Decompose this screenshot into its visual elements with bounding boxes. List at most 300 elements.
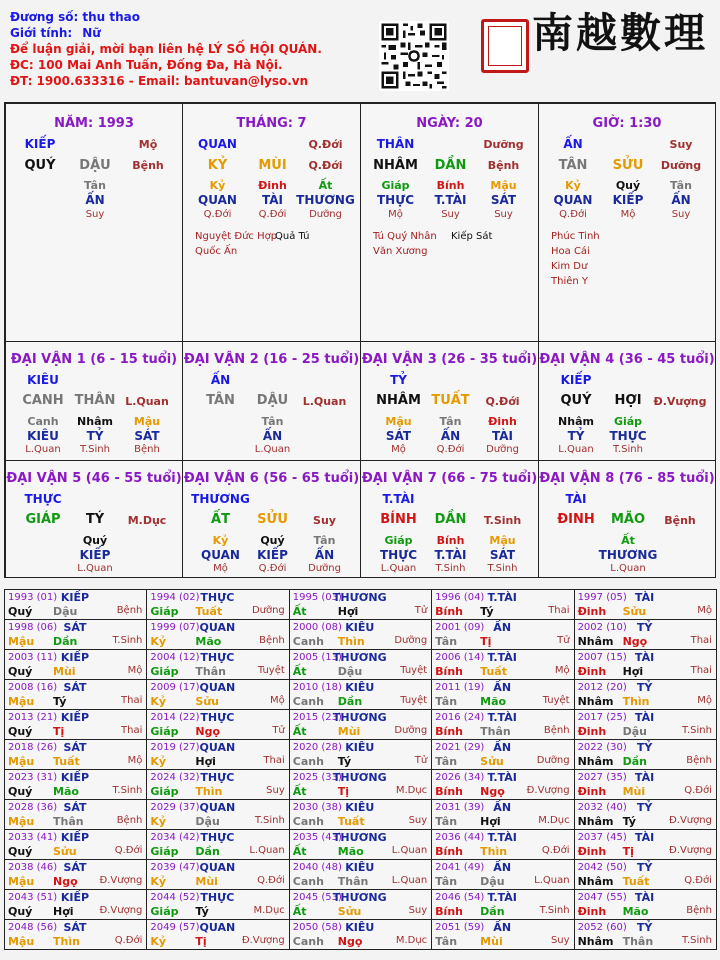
hidden-stem: Quý [615,179,641,192]
pillar-branch-stage: Dưỡng [660,159,702,172]
luck-period-god: TỶ [390,373,407,387]
year-cell [5,620,147,650]
year-branch: Ngọ [337,935,363,948]
luck-hidden-stage: L.Quan [25,444,61,455]
year-ten-god: THỰC [200,771,235,784]
year-branch: Tuất [480,665,507,678]
year-table-row [5,860,717,890]
address-line: ĐC: 100 Mai Anh Tuấn, Đống Đa, Hà Nội. [10,58,283,72]
luck-hidden-god: T.TÀI [434,548,467,562]
luck-hidden-stem: Quý [82,534,108,547]
year-branch: Mão [622,905,649,918]
special-star-left: Nguyệt Đức Hợp [195,231,278,242]
year-ten-god: SÁT [63,621,87,634]
year-stem: Canh [292,635,324,648]
year-cell [289,830,431,860]
year-stage: Tuyệt [400,665,428,676]
year-cell-content [147,830,288,859]
year-cell [147,590,289,620]
year-branch: Hợi [53,905,74,918]
luck-hidden-stage: T.Sinh [487,563,518,574]
year-stage: M.Dục [395,935,428,946]
pillars-and-luck-grid [4,102,716,578]
year-ten-god: KIÊU [345,921,375,934]
year-cell-content [290,650,431,679]
year-branch: Mùi [53,665,76,678]
year-ten-god: T.TÀI [487,711,517,724]
year-branch: Dần [53,635,78,648]
year-label: 2046 (54) [435,892,485,903]
year-stage: Q.Đới [684,875,712,886]
year-cell [574,830,716,860]
year-stage: M.Dục [395,785,428,796]
pillar-earthly-branch: DẬU [79,158,111,173]
hidden-stem: Ất [318,179,333,192]
year-ten-god: THỰC [200,891,235,904]
year-ten-god: THỰC [200,651,235,664]
year-stem: Tân [435,755,458,768]
year-ten-god: ẤN [493,681,512,694]
luck-hidden-stem: Quý [260,534,285,547]
year-branch: Ngọ [480,785,505,798]
year-cell [432,590,574,620]
luck-hidden-god: SÁT [134,429,160,443]
year-stem: Bính [435,665,463,678]
luck-hidden-stem: Tân [439,415,462,428]
year-label: 1996 (04) [435,592,485,603]
year-stage: Đ.Vượng [526,785,570,796]
year-branch: Hợi [622,665,644,678]
year-cell [574,770,716,800]
gender-line [10,25,370,41]
year-branch: Tị [622,845,634,858]
year-cell [432,800,574,830]
luck-hidden-stage: T.Sinh [435,563,466,574]
luck-period-branch: TÝ [85,512,105,527]
year-cell [289,740,431,770]
year-stem: Canh [292,695,324,708]
year-cell [5,920,147,950]
year-stem: Nhâm [577,635,614,648]
year-stage: Q.Đới [257,875,285,886]
year-branch: Dậu [480,875,505,888]
year-cell [147,650,289,680]
year-branch: Ngọ [622,635,648,648]
luck-period-stem: BÍNH [380,512,417,527]
year-branch: Tuất [622,875,650,888]
year-ten-god: QUAN [199,741,236,754]
luck-period-title: ĐẠI VẬN 8 (76 - 85 tuổi) [539,471,715,486]
year-branch: Mùi [337,725,361,738]
luck-hidden-stem: Mậu [133,415,161,428]
year-stage: Dưỡng [394,635,428,646]
pillar-branch-stage: Q.Đới [308,159,343,172]
year-branch: Thìn [480,845,508,858]
year-cell-content [432,830,573,859]
year-cell-content [5,920,146,949]
year-cell-content [147,800,288,829]
pillar-can-god: KIẾP [24,137,56,151]
hidden-stem: Tân [84,179,106,192]
year-stem: Giáp [150,785,179,798]
year-cell-content [147,920,288,949]
year-label: 2002 (10) [577,622,627,633]
luck-period-stage: T.Sinh [483,514,522,527]
year-cell [147,920,289,950]
year-cell [574,890,716,920]
pillar-title: GIỜ: 1:30 [592,116,662,131]
year-ten-god: THƯƠNG [332,891,387,904]
year-stem: Ất [292,845,307,858]
year-stem: Bính [435,725,463,738]
luck-hidden-stage: L.Quan [77,563,113,574]
year-stem: Tân [435,815,458,828]
year-branch: Hợi [480,815,501,828]
year-branch: Thân [622,935,654,948]
luck-hidden-stem: Bính [436,534,465,547]
year-stage: L.Quan [391,845,428,856]
luck-hidden-god: ẤN [440,429,461,443]
year-ten-god: THƯƠNG [332,711,387,724]
luck-hidden-stage: L.Quan [254,444,291,455]
hidden-stem-stage: Suy [494,209,513,220]
luck-hidden-god: TÀI [491,429,514,443]
year-cell [5,590,147,620]
luck-hidden-god: KIẾP [257,548,288,562]
year-cell-content [5,770,146,799]
year-cell [432,740,574,770]
year-label: 2000 (08) [292,622,342,633]
luck-hidden-stage: Dưỡng [486,444,519,455]
year-stage: M.Dục [253,905,285,916]
year-label: 2014 (22) [150,712,200,723]
year-cell-content [290,890,431,919]
luck-hidden-god: THỰC [609,429,647,443]
luck-period-stem: TÂN [206,393,235,408]
year-branch: Dậu [195,815,220,828]
year-cell-content [5,860,146,889]
year-cell [289,920,431,950]
yearly-luck-table [4,589,717,950]
year-stem: Canh [292,755,324,768]
hidden-stem-stage: Q.Đới [203,209,232,220]
year-ten-god: TÀI [634,831,655,844]
year-ten-god: KIẾP [60,591,90,604]
owner-label: Đương số: [10,10,79,24]
year-cell [432,890,574,920]
year-stage: Đ.Vượng [99,905,143,916]
year-cell-content [5,740,146,769]
year-cell [5,860,147,890]
year-branch: Dậu [337,665,363,678]
owner-value: thu thao [82,10,140,24]
year-stem: Ất [292,605,307,618]
year-branch: Thân [53,815,84,828]
year-ten-god: ẤN [493,801,512,814]
year-stem: Ất [292,905,307,918]
year-ten-god: TỶ [636,621,653,634]
year-stage: Tuyệt [542,695,570,706]
year-stage: Mộ [697,605,712,616]
year-cell [147,740,289,770]
year-stage: Bệnh [116,815,143,826]
luck-period-title: ĐẠI VẬN 6 (56 - 65 tuổi) [183,471,360,486]
pillar-cell [360,103,539,342]
year-cell-content [5,650,146,679]
hidden-stem: Mậu [490,179,517,192]
luck-period-stage: Đ.Vượng [653,395,707,408]
year-ten-god: ẤN [493,741,512,754]
year-stem: Ất [292,725,307,738]
year-stem: Kỷ [150,635,167,648]
year-stage: L.Quan [249,845,285,856]
luck-period-stem: CANH [22,393,64,408]
year-cell-content [575,590,716,619]
year-cell [432,680,574,710]
pillar-cell [538,103,716,342]
year-cell [574,920,716,950]
year-cell-content [575,860,716,889]
year-cell [147,680,289,710]
year-stem: Mậu [8,695,35,708]
year-cell [5,770,147,800]
year-cell-content [432,920,573,949]
year-branch: Hợi [337,605,359,618]
luck-hidden-god: THƯƠNG [598,548,658,562]
year-label: 1995 (03) [292,592,342,603]
year-label: 2028 (36) [8,802,58,813]
year-ten-god: KIÊU [345,801,375,814]
hidden-stem-stage: Dưỡng [309,209,342,220]
year-cell [5,710,147,740]
luck-period-stem: NHÂM [376,393,421,408]
year-ten-god: SÁT [63,741,87,754]
luck-hidden-stem: Nhâm [77,415,113,428]
year-stem: Đinh [577,905,607,918]
year-ten-god: KIẾP [60,711,90,724]
year-ten-god: QUAN [199,621,236,634]
luck-period-branch: DẦN [434,512,467,527]
luck-hidden-god: SÁT [385,429,412,443]
year-cell [147,710,289,740]
luck-hidden-stage: L.Quan [380,563,417,574]
year-cell-content [147,620,288,649]
year-cell-content [432,770,573,799]
header-info [10,9,370,89]
gender-label: Giới tính: [10,26,73,40]
year-cell-content [575,710,716,739]
year-stem: Nhâm [577,935,614,948]
year-branch: Dần [480,905,505,918]
hidden-stem: Giáp [381,179,410,192]
luck-hidden-god: KIÊU [27,429,59,443]
year-stage: Thai [690,665,712,676]
pillar-heavenly-stem: NHÂM [373,158,418,173]
year-stem: Bính [435,785,463,798]
luck-hidden-stage: L.Quan [558,444,594,455]
year-label: 2010 (18) [292,682,342,693]
year-branch: Ngọ [195,725,221,738]
year-cell-content [575,890,716,919]
year-cell-content [575,770,716,799]
special-star-left: Kim Dư [551,261,588,272]
year-stage: M.Dục [538,815,570,826]
luck-period-cell [5,341,183,461]
year-branch: Sửu [622,605,647,618]
year-cell [432,860,574,890]
year-stage: Bệnh [686,755,712,766]
year-stage: Suy [550,935,570,946]
year-label: 2021 (29) [435,742,485,753]
year-ten-god: SÁT [63,681,87,694]
pillar-heavenly-stem: QUÝ [24,158,56,173]
year-cell-content [147,590,288,619]
year-cell-content [575,920,716,949]
year-label: 2036 (44) [435,832,485,843]
luck-period-stage: Suy [313,514,336,527]
year-cell [5,800,147,830]
year-cell-content [432,620,573,649]
special-star-left: Hoa Cái [551,246,590,257]
luck-period-god: KIÊU [27,373,59,387]
year-branch: Tý [337,755,352,768]
year-cell-content [575,680,716,709]
hidden-stem-god: SÁT [490,193,517,207]
year-stem: Đinh [577,845,607,858]
year-stage: L.Quan [534,875,570,886]
pillar-can-god: QUAN [198,137,237,151]
year-cell [289,860,431,890]
year-stage: Suy [408,905,428,916]
year-stage: Thai [121,695,143,706]
red-seal-logo [481,19,529,73]
year-label: 2020 (28) [292,742,342,753]
year-label: 2026 (34) [435,772,485,783]
year-stem: Giáp [150,845,179,858]
year-branch: Tị [337,785,350,798]
hidden-stem: Kỷ [565,179,581,192]
hidden-stem-stage: Mộ [388,209,403,220]
hidden-stem-stage: Suy [441,209,460,220]
year-cell-content [290,830,431,859]
year-ten-god: KIẾP [60,771,90,784]
year-cell [432,650,574,680]
year-ten-god: THỰC [200,711,235,724]
year-stage: Tử [414,605,428,616]
year-stage: T.Sinh [539,905,570,916]
contact-line: Để luận giải, mời bạn liên hệ LÝ SỐ HỘI QUÁN. [10,42,322,56]
year-table-row [5,770,717,800]
year-label: 1999 (07) [150,622,200,633]
pillar-heavenly-stem: TÂN [558,158,588,173]
year-stage: Mộ [697,695,712,706]
year-cell-content [432,800,573,829]
year-stem: Mậu [8,875,35,888]
year-stem: Giáp [150,905,179,918]
year-ten-god: TỶ [636,741,653,754]
year-label: 2011 (19) [435,682,485,693]
year-stem: Kỷ [150,695,167,708]
year-ten-god: THƯƠNG [332,651,387,664]
year-label: 2050 (58) [292,922,342,933]
qr-code-icon[interactable] [379,21,449,91]
year-stem: Canh [292,815,324,828]
pillar-earthly-branch: DẦN [434,158,467,173]
year-branch: Tuất [53,755,80,768]
year-stem: Quý [8,785,33,798]
year-label: 2023 (31) [8,772,58,783]
year-stage: Q.Đới [684,785,712,796]
year-stem: Tân [435,935,458,948]
hidden-stem-stage: Mộ [620,209,636,220]
pillar-heavenly-stem: KỶ [207,158,228,173]
year-cell-content [575,650,716,679]
year-stage: Thai [263,755,285,766]
phone-email-line: ĐT: 1900.633316 - Email: bantuvan@lyso.vn [10,74,309,88]
year-branch: Thân [480,725,511,738]
year-stage: Mộ [270,695,285,706]
luck-period-god: THƯƠNG [191,492,250,506]
hidden-stem-god: T.TÀI [434,193,467,207]
hidden-stem-stage: Suy [671,209,691,220]
year-label: 2003 (11) [8,652,58,663]
luck-period-stage: Bệnh [664,514,696,527]
year-stage: Tử [414,755,428,766]
luck-hidden-god: TỶ [567,429,585,443]
hidden-stem-stage: Q.Đới [559,209,587,220]
pillar-can-god: THÂN [376,137,415,151]
luck-period-title: ĐẠI VẬN 5 (46 - 55 tuổi) [6,471,182,486]
luck-hidden-stage: Q.Đới [258,563,287,574]
year-stem: Kỷ [150,875,167,888]
luck-hidden-god: KIẾP [79,548,111,562]
year-ten-god: T.TÀI [487,771,517,784]
year-cell [289,710,431,740]
year-ten-god: KIẾP [60,891,90,904]
year-stem: Mậu [8,635,35,648]
luck-period-cell [360,460,539,578]
year-label: 2047 (55) [577,892,627,903]
year-stage: Dưỡng [251,605,285,616]
luck-period-stem: QUÝ [560,393,592,408]
year-cell-content [432,650,573,679]
year-stem: Quý [8,725,33,738]
year-ten-god: T.TÀI [487,831,517,844]
year-ten-god: THỰC [200,831,235,844]
year-branch: Dần [337,695,363,708]
pillar-cell [182,103,361,342]
year-cell [432,710,574,740]
year-cell-content [5,800,146,829]
year-branch: Sửu [53,845,77,858]
year-label: 2048 (56) [8,922,58,933]
year-stem: Nhâm [577,875,614,888]
pillar-branch-stage: Bệnh [132,159,164,172]
year-branch: Dậu [622,725,647,738]
year-branch: Thân [337,875,369,888]
year-label: 2022 (30) [577,742,627,753]
year-ten-god: KIÊU [345,741,375,754]
year-stage: T.Sinh [254,815,285,826]
year-table-row [5,590,717,620]
year-stage: T.Sinh [112,785,143,796]
year-cell-content [432,590,573,619]
year-stage: Bệnh [543,725,570,736]
year-stage: Thai [690,635,712,646]
year-stage: Đ.Vượng [99,875,143,886]
year-stage: Mộ [127,665,143,676]
year-cell-content [5,890,146,919]
